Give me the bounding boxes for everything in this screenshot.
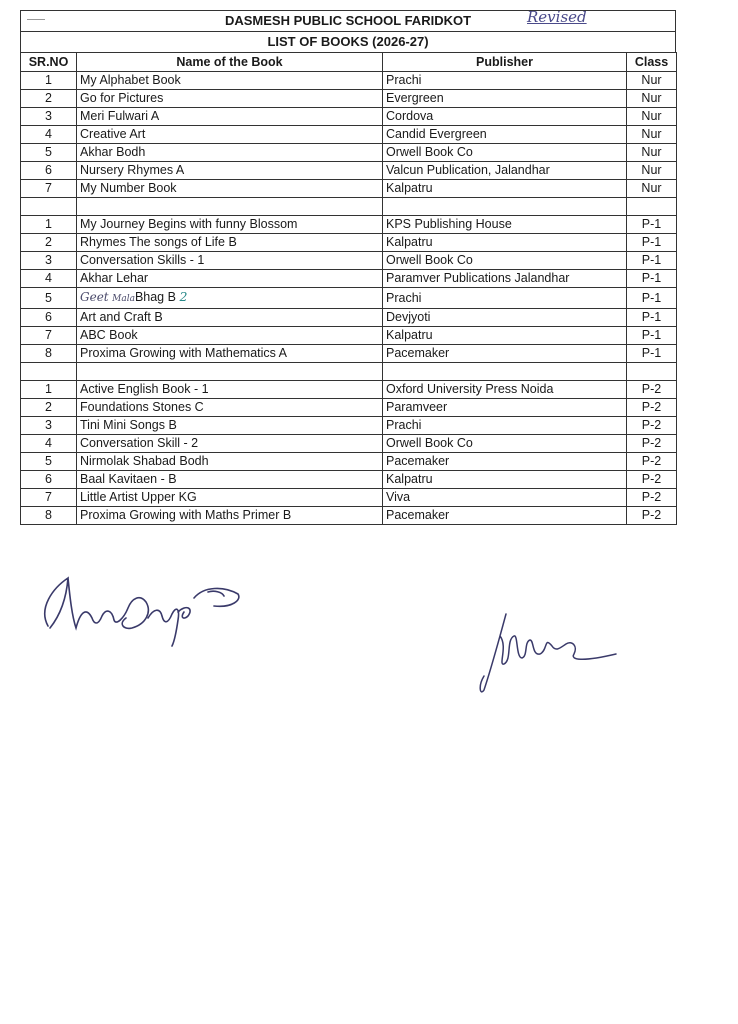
sr-no-cell: 6 <box>21 471 77 489</box>
table-row <box>21 72 677 90</box>
signature-left <box>28 568 248 648</box>
book-name-cell: Baal Kavitaen - B <box>77 471 383 489</box>
class-cell: P-1 <box>627 252 677 270</box>
table-row <box>21 270 677 288</box>
sr-no-cell: 4 <box>21 270 77 288</box>
table-row <box>21 489 677 507</box>
class-cell: Nur <box>627 108 677 126</box>
section-spacer-row <box>21 198 677 216</box>
book-name-cell: Little Artist Upper KG <box>77 489 383 507</box>
publisher-cell: Kalpatru <box>383 327 627 345</box>
publisher-cell: Kalpatru <box>383 471 627 489</box>
empty-cell <box>627 198 677 216</box>
class-cell: Nur <box>627 72 677 90</box>
sr-no-cell: 4 <box>21 435 77 453</box>
signature-right <box>470 606 620 696</box>
sr-no-cell: 1 <box>21 72 77 90</box>
publisher-cell: Evergreen <box>383 90 627 108</box>
handwritten-word: Geet <box>80 290 109 304</box>
sr-no-cell: 1 <box>21 381 77 399</box>
book-name-cell: Nursery Rhymes A <box>77 162 383 180</box>
col-header-publisher: Publisher <box>383 53 627 72</box>
publisher-cell: Orwell Book Co <box>383 252 627 270</box>
class-cell: Nur <box>627 162 677 180</box>
book-list-sheet <box>20 10 676 525</box>
book-name-cell: Akhar Bodh <box>77 144 383 162</box>
sr-no-cell: 8 <box>21 507 77 525</box>
sr-no-cell: 7 <box>21 180 77 198</box>
class-cell: Nur <box>627 126 677 144</box>
book-name-cell: Akhar Lehar <box>77 270 383 288</box>
publisher-cell: Pacemaker <box>383 345 627 363</box>
publisher-cell: Paramveer <box>383 399 627 417</box>
book-name-cell: Art and Craft B <box>77 309 383 327</box>
table-row <box>21 216 677 234</box>
sr-no-cell: 2 <box>21 90 77 108</box>
sr-no-cell: 4 <box>21 126 77 144</box>
pen-dash-mark <box>27 19 45 20</box>
empty-cell <box>383 198 627 216</box>
sr-no-cell: 1 <box>21 216 77 234</box>
class-cell: P-2 <box>627 507 677 525</box>
publisher-cell: Kalpatru <box>383 180 627 198</box>
table-row <box>21 399 677 417</box>
publisher-cell: Candid Evergreen <box>383 126 627 144</box>
book-name-cell: Meri Fulwari A <box>77 108 383 126</box>
publisher-cell: Prachi <box>383 288 627 309</box>
publisher-cell: Cordova <box>383 108 627 126</box>
book-name-cell: Conversation Skills - 1 <box>77 252 383 270</box>
publisher-cell: Prachi <box>383 72 627 90</box>
table-row <box>21 453 677 471</box>
table-body <box>21 72 677 525</box>
table-row <box>21 435 677 453</box>
sr-no-cell: 3 <box>21 252 77 270</box>
sr-no-cell: 2 <box>21 399 77 417</box>
sr-no-cell: 5 <box>21 144 77 162</box>
sr-no-cell: 3 <box>21 417 77 435</box>
empty-cell <box>77 363 383 381</box>
class-cell: P-1 <box>627 309 677 327</box>
table-row <box>21 180 677 198</box>
list-title-row <box>20 31 676 52</box>
school-name: DASMESH PUBLIC SCHOOL FARIDKOT <box>224 13 472 28</box>
publisher-cell: Valcun Publication, Jalandhar <box>383 162 627 180</box>
class-cell: P-1 <box>627 234 677 252</box>
class-cell: P-1 <box>627 345 677 363</box>
col-header-book-name: Name of the Book <box>77 53 383 72</box>
book-name-cell: My Journey Begins with funny Blossom <box>77 216 383 234</box>
book-name-cell: Rhymes The songs of Life B <box>77 234 383 252</box>
book-name-cell: Go for Pictures <box>77 90 383 108</box>
book-name-cell: Nirmolak Shabad Bodh <box>77 453 383 471</box>
empty-cell <box>21 363 77 381</box>
book-name-cell: Foundations Stones C <box>77 399 383 417</box>
handwritten-word: Mala <box>112 294 135 304</box>
publisher-cell: Paramver Publications Jalandhar <box>383 270 627 288</box>
publisher-cell: Orwell Book Co <box>383 144 627 162</box>
sr-no-cell: 3 <box>21 108 77 126</box>
empty-cell <box>627 363 677 381</box>
section-spacer-row <box>21 363 677 381</box>
publisher-cell: Prachi <box>383 417 627 435</box>
col-header-class: Class <box>627 53 677 72</box>
book-name-cell: My Alphabet Book <box>77 72 383 90</box>
table-header-row <box>21 53 677 72</box>
empty-cell <box>383 363 627 381</box>
table-row <box>21 345 677 363</box>
table-row <box>21 126 677 144</box>
table-row <box>21 327 677 345</box>
class-cell: P-2 <box>627 489 677 507</box>
col-header-srno: SR.NO <box>21 53 77 72</box>
table-row <box>21 288 677 309</box>
class-cell: Nur <box>627 180 677 198</box>
table-row <box>21 417 677 435</box>
sr-no-cell: 5 <box>21 453 77 471</box>
table-row <box>21 252 677 270</box>
sr-no-cell: 6 <box>21 162 77 180</box>
table-row <box>21 507 677 525</box>
empty-cell <box>21 198 77 216</box>
sr-no-cell: 7 <box>21 327 77 345</box>
book-name-cell: ABC Book <box>77 327 383 345</box>
table-row <box>21 309 677 327</box>
table-row <box>21 471 677 489</box>
class-cell: P-2 <box>627 435 677 453</box>
book-name-text: Bhag B <box>134 290 176 304</box>
book-table <box>20 52 677 525</box>
book-name-cell: Active English Book - 1 <box>77 381 383 399</box>
publisher-cell: Kalpatru <box>383 234 627 252</box>
table-row <box>21 108 677 126</box>
table-row <box>21 90 677 108</box>
empty-cell <box>77 198 383 216</box>
book-name-cell: Proxima Growing with Mathematics A <box>77 345 383 363</box>
publisher-cell: Oxford University Press Noida <box>383 381 627 399</box>
sr-no-cell: 2 <box>21 234 77 252</box>
handwritten-mark: 2 <box>179 289 188 304</box>
class-cell: P-1 <box>627 327 677 345</box>
book-name-cell: Proxima Growing with Maths Primer B <box>77 507 383 525</box>
sr-no-cell: 7 <box>21 489 77 507</box>
class-cell: P-2 <box>627 399 677 417</box>
publisher-cell: Devjyoti <box>383 309 627 327</box>
class-cell: P-1 <box>627 288 677 309</box>
class-cell: Nur <box>627 144 677 162</box>
class-cell: P-2 <box>627 417 677 435</box>
sr-no-cell: 6 <box>21 309 77 327</box>
publisher-cell: Pacemaker <box>383 507 627 525</box>
book-name-cell: Tini Mini Songs B <box>77 417 383 435</box>
list-title: LIST OF BOOKS (2026-27) <box>267 34 429 49</box>
sr-no-cell: 8 <box>21 345 77 363</box>
publisher-cell: Orwell Book Co <box>383 435 627 453</box>
class-cell: P-2 <box>627 381 677 399</box>
book-name-cell: Creative Art <box>77 126 383 144</box>
publisher-cell: KPS Publishing House <box>383 216 627 234</box>
book-name-cell <box>77 288 383 309</box>
class-cell: P-1 <box>627 270 677 288</box>
sr-no-cell: 5 <box>21 288 77 309</box>
publisher-cell: Pacemaker <box>383 453 627 471</box>
revised-annotation: Revised <box>527 8 587 26</box>
publisher-cell: Viva <box>383 489 627 507</box>
table-row <box>21 234 677 252</box>
class-cell: P-2 <box>627 471 677 489</box>
school-title-row <box>20 10 676 31</box>
class-cell: P-2 <box>627 453 677 471</box>
book-name-cell: Conversation Skill - 2 <box>77 435 383 453</box>
table-row <box>21 381 677 399</box>
class-cell: P-1 <box>627 216 677 234</box>
class-cell: Nur <box>627 90 677 108</box>
table-row <box>21 162 677 180</box>
book-name-cell: My Number Book <box>77 180 383 198</box>
table-row <box>21 144 677 162</box>
